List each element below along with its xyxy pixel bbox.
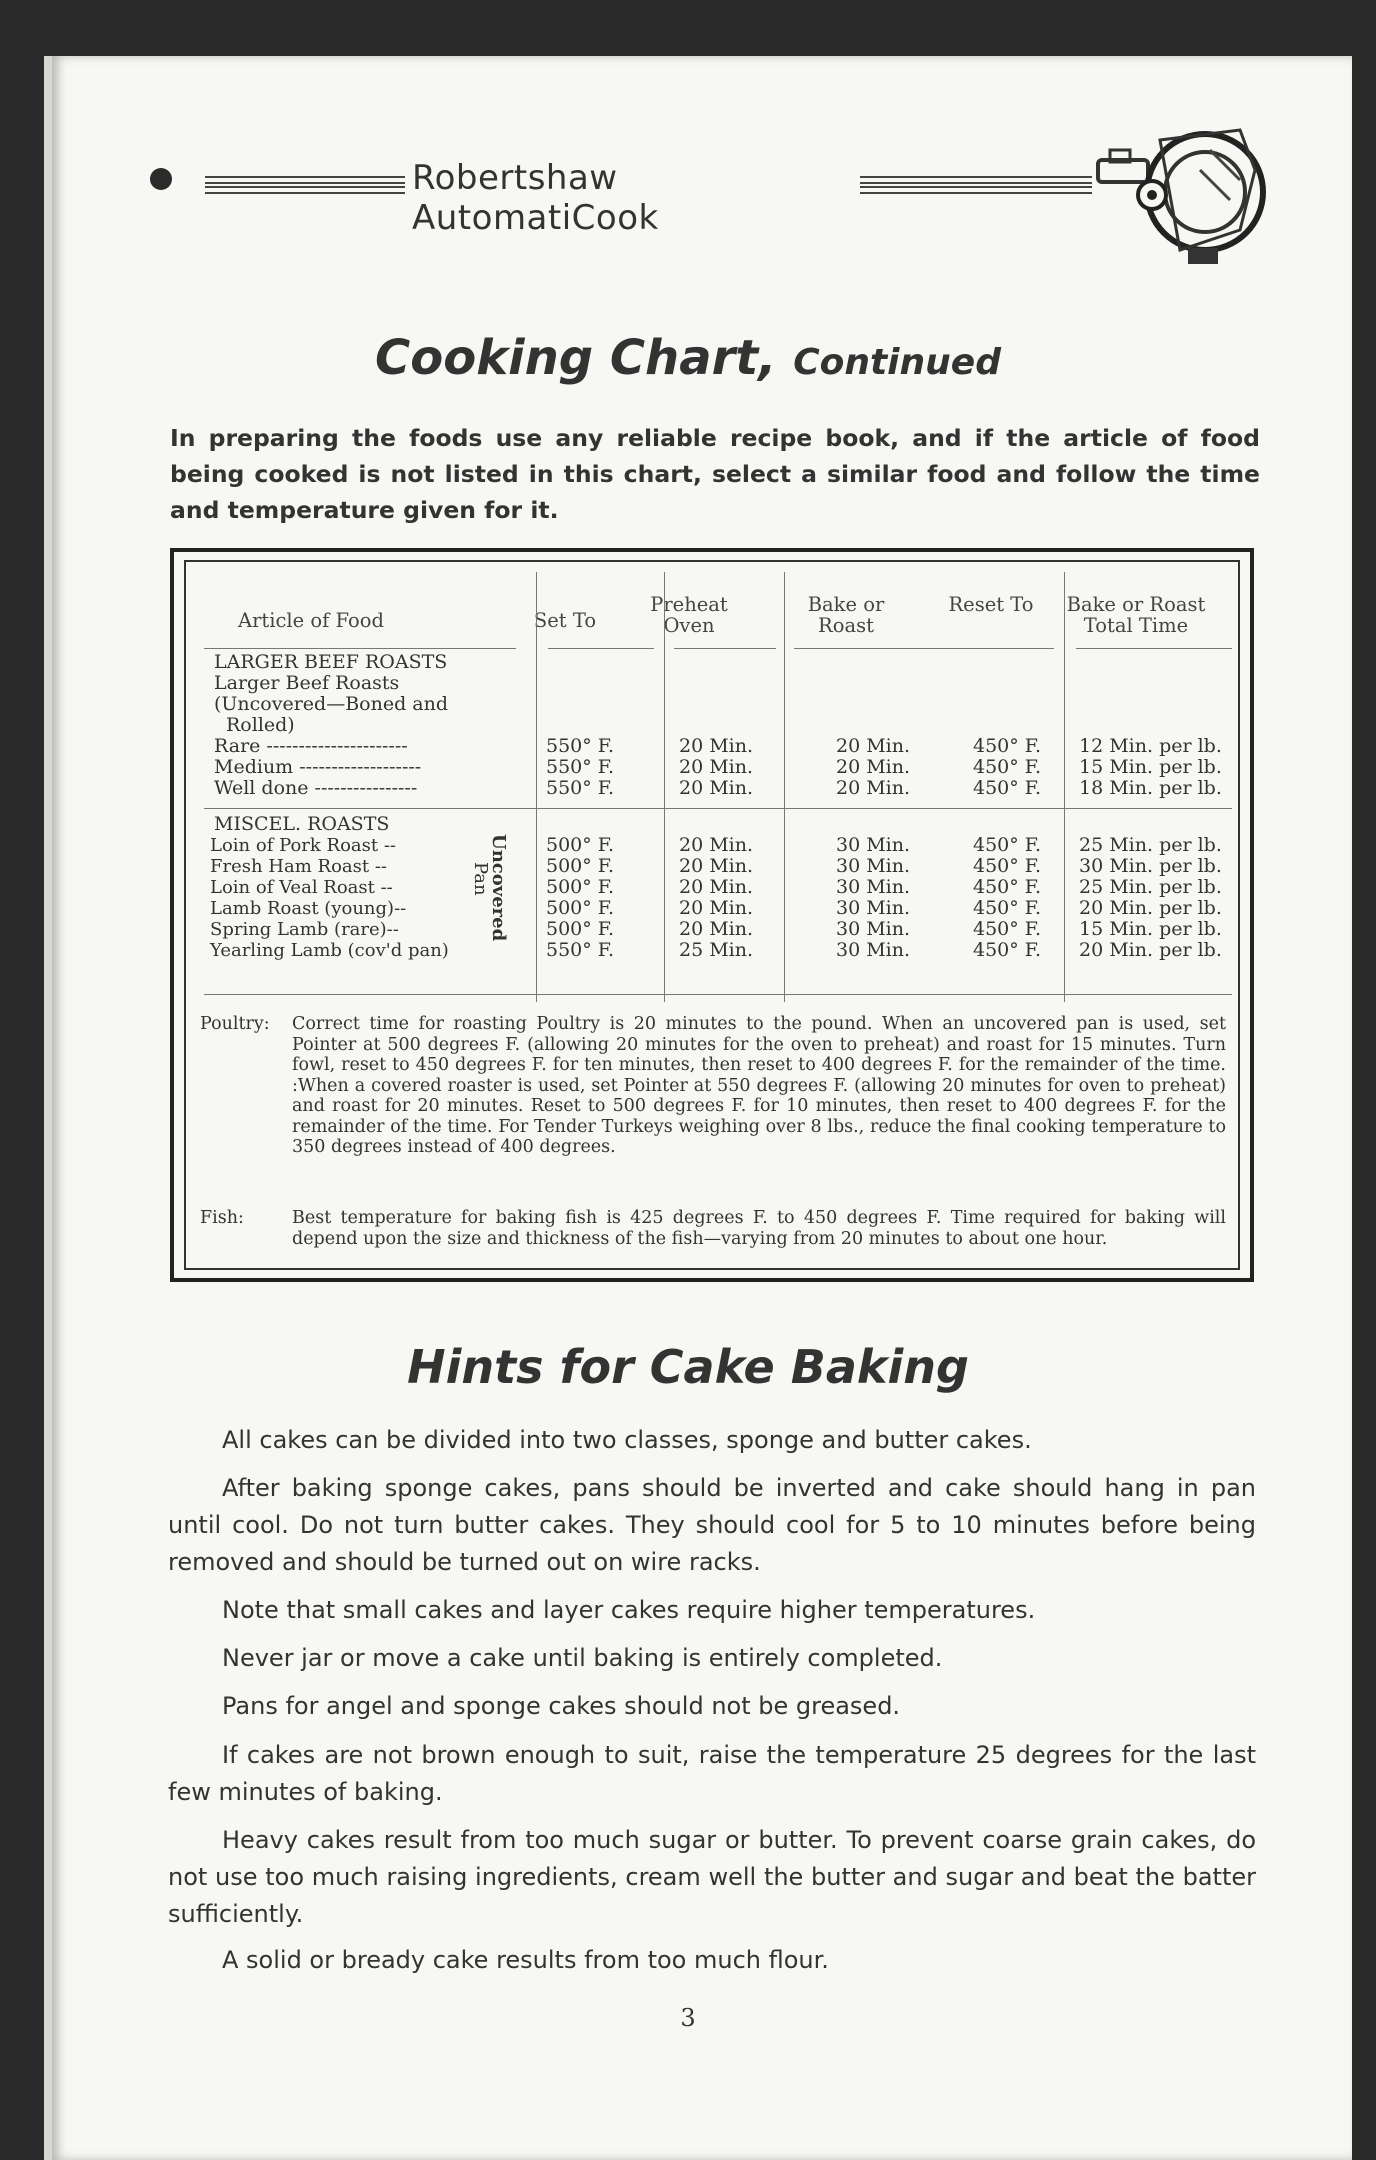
table-cell-bake: 30 Min. <box>836 876 911 898</box>
header-article: Article of Food <box>238 609 384 632</box>
table-cell-article: Lamb Roast (young)-- <box>210 898 407 919</box>
table-cell-total: 25 Min. per lb. <box>1079 834 1222 856</box>
table-cell-article: Medium ------------------- <box>214 756 422 778</box>
table-cell-reset: 450° F. <box>973 735 1042 757</box>
oven-control-icon <box>1090 110 1270 270</box>
table-cell-reset: 450° F. <box>973 897 1042 919</box>
misc-heading: MISCEL. ROASTS <box>214 813 390 835</box>
header-total: Bake or Roast Total Time <box>1066 593 1206 637</box>
table-cell-preheat: 20 Min. <box>679 855 754 877</box>
poultry-note: Correct time for roasting Poultry is 20 minutes to the pound. When an uncovered pan is used, set Pointer at 500 degrees F. (allowing 20 minutes for the oven to preheat) and roast for 15 minutes. Turn fowl, reset to 450 degrees F. for ten minutes, then reset to 400 degrees F. for the remainder of the time. :When a covered roaster is used, set Pointer at 550 degrees F. (allowing 20 minutes for oven to preheat) and roast for 20 minutes. Reset to 500 degrees F. for 10 minutes, then reset to 400 degrees F. for the remainder of the time. For Tender Turkeys weighing over 8 lbs., reduce the final cooking temperature to 350 degrees instead of 400 degrees. <box>292 1014 1226 1157</box>
column-divider <box>1064 572 1065 1002</box>
header-set-to: Set To <box>533 609 597 632</box>
bullet-dot <box>150 168 172 190</box>
table-cell-preheat: 20 Min. <box>679 897 754 919</box>
table-cell-set: 550° F. <box>546 777 615 799</box>
section-divider <box>204 808 1232 809</box>
table-cell-bake: 30 Min. <box>836 834 911 856</box>
table-cell-reset: 450° F. <box>973 855 1042 877</box>
table-cell-set: 550° F. <box>546 939 615 961</box>
header-rule-left-2 <box>205 186 405 194</box>
hints-title: Hints for Cake Baking <box>407 1340 969 1394</box>
table-cell-preheat: 20 Min. <box>679 756 754 778</box>
table-cell-article: Loin of Veal Roast -- <box>210 877 393 898</box>
hint-paragraph: All cakes can be divided into two classes, sponge and butter cakes. <box>222 1426 1032 1454</box>
table-cell-preheat: 20 Min. <box>679 834 754 856</box>
table-cell-set: 500° F. <box>546 834 615 856</box>
fish-label: Fish: <box>200 1208 244 1228</box>
chart-inner-border <box>184 560 1240 1270</box>
table-cell-preheat: 20 Min. <box>679 735 754 757</box>
table-cell-set: 500° F. <box>546 918 615 940</box>
header-rule-right <box>860 176 1092 184</box>
header-underline <box>548 648 654 649</box>
column-divider <box>536 572 537 1002</box>
page-title <box>0 330 1376 386</box>
header-underline <box>1076 648 1232 649</box>
poultry-label: Poultry: <box>200 1014 270 1034</box>
table-cell-total: 20 Min. per lb. <box>1079 897 1222 919</box>
table-cell-set: 550° F. <box>546 756 615 778</box>
table-cell-reset: 450° F. <box>973 756 1042 778</box>
header-rule-left <box>205 176 405 184</box>
table-cell-total: 18 Min. per lb. <box>1079 777 1222 799</box>
table-cell-article: Yearling Lamb (cov'd pan) <box>210 940 449 961</box>
table-cell-bake: 30 Min. <box>836 855 911 877</box>
header-underline <box>794 648 1054 649</box>
table-cell-reset: 450° F. <box>973 939 1042 961</box>
beef-subheading: Rolled) <box>226 714 295 736</box>
table-cell-reset: 450° F. <box>973 918 1042 940</box>
table-cell-article: Well done ---------------- <box>214 777 418 799</box>
table-cell-total: 30 Min. per lb. <box>1079 855 1222 877</box>
table-cell-total: 15 Min. per lb. <box>1079 918 1222 940</box>
brand-name: Robertshaw AutomatiCook <box>412 158 659 238</box>
table-cell-bake: 20 Min. <box>836 777 911 799</box>
table-cell-article: Rare ---------------------- <box>214 735 408 757</box>
table-cell-preheat: 25 Min. <box>679 939 754 961</box>
page-header <box>100 110 1280 270</box>
table-cell-total: 15 Min. per lb. <box>1079 756 1222 778</box>
table-cell-total: 12 Min. per lb. <box>1079 735 1222 757</box>
page-number: 3 <box>680 2004 696 2032</box>
hint-paragraph: A solid or bready cake results from too much flour. <box>222 1946 829 1974</box>
hint-paragraph: Note that small cakes and layer cakes require higher temperatures. <box>222 1596 1036 1624</box>
table-cell-reset: 450° F. <box>973 876 1042 898</box>
table-cell-total: 20 Min. per lb. <box>1079 939 1222 961</box>
table-cell-set: 550° F. <box>546 735 615 757</box>
header-underline <box>674 648 776 649</box>
header-underline <box>204 648 516 649</box>
table-cell-bake: 30 Min. <box>836 897 911 919</box>
table-cell-preheat: 20 Min. <box>679 918 754 940</box>
table-cell-set: 500° F. <box>546 897 615 919</box>
column-divider <box>664 572 665 1002</box>
header-reset: Reset To <box>948 593 1034 616</box>
title-continued: Continued <box>793 342 1001 383</box>
header-rule-right-2 <box>860 186 1092 194</box>
hint-paragraph: Heavy cakes result from too much sugar or butter. To prevent coarse grain cakes, do not use too much raising ingredients, cream well the butter and sugar and beat the batter sufficiently. <box>168 1826 1256 1928</box>
table-cell-set: 500° F. <box>546 876 615 898</box>
fish-note: Best temperature for baking fish is 425 degrees F. to 450 degrees F. Time required for baking will depend upon the size and thickness of the fish—varying from 20 minutes to about one hour. <box>292 1208 1226 1249</box>
table-cell-article: Spring Lamb (rare)-- <box>210 919 399 940</box>
beef-subheading: (Uncovered—Boned and <box>214 693 449 715</box>
table-cell-preheat: 20 Min. <box>679 876 754 898</box>
section-divider <box>204 994 1232 995</box>
title-main: Cooking Chart, <box>375 330 777 386</box>
column-divider <box>784 572 785 1002</box>
table-cell-reset: 450° F. <box>973 777 1042 799</box>
table-cell-total: 25 Min. per lb. <box>1079 876 1222 898</box>
table-cell-preheat: 20 Min. <box>679 777 754 799</box>
beef-heading: LARGER BEEF ROASTS <box>214 651 448 673</box>
bracket-label: Pan <box>470 862 491 896</box>
beef-subheading: Larger Beef Roasts <box>214 672 400 694</box>
intro-paragraph: In preparing the foods use any reliable recipe book, and if the article of food being cooked is not listed in this chart, select a similar food and follow the time and temperature given for it. <box>170 424 1260 524</box>
header-bake: Bake or Roast <box>807 593 885 637</box>
bracket-label: Uncovered <box>488 834 509 942</box>
table-cell-bake: 20 Min. <box>836 735 911 757</box>
table-cell-reset: 450° F. <box>973 834 1042 856</box>
hint-paragraph: If cakes are not brown enough to suit, raise the temperature 25 degrees for the last few minutes of baking. <box>168 1741 1256 1806</box>
table-cell-bake: 20 Min. <box>836 756 911 778</box>
cooking-chart-table <box>170 548 1254 1282</box>
hint-paragraph: After baking sponge cakes, pans should be inverted and cake should hang in pan until cool. Do not turn butter cakes. They should cool for 5 to 10 minutes before being removed and should be turned out on wire racks. <box>168 1474 1256 1576</box>
hint-paragraph: Pans for angel and sponge cakes should not be greased. <box>222 1692 901 1720</box>
hint-paragraph: Never jar or move a cake until baking is entirely completed. <box>222 1644 943 1672</box>
table-cell-bake: 30 Min. <box>836 918 911 940</box>
table-cell-article: Fresh Ham Roast -- <box>210 856 387 877</box>
table-cell-bake: 30 Min. <box>836 939 911 961</box>
table-cell-set: 500° F. <box>546 855 615 877</box>
header-preheat: Preheat Oven <box>650 593 728 637</box>
table-cell-article: Loin of Pork Roast -- <box>210 835 397 856</box>
